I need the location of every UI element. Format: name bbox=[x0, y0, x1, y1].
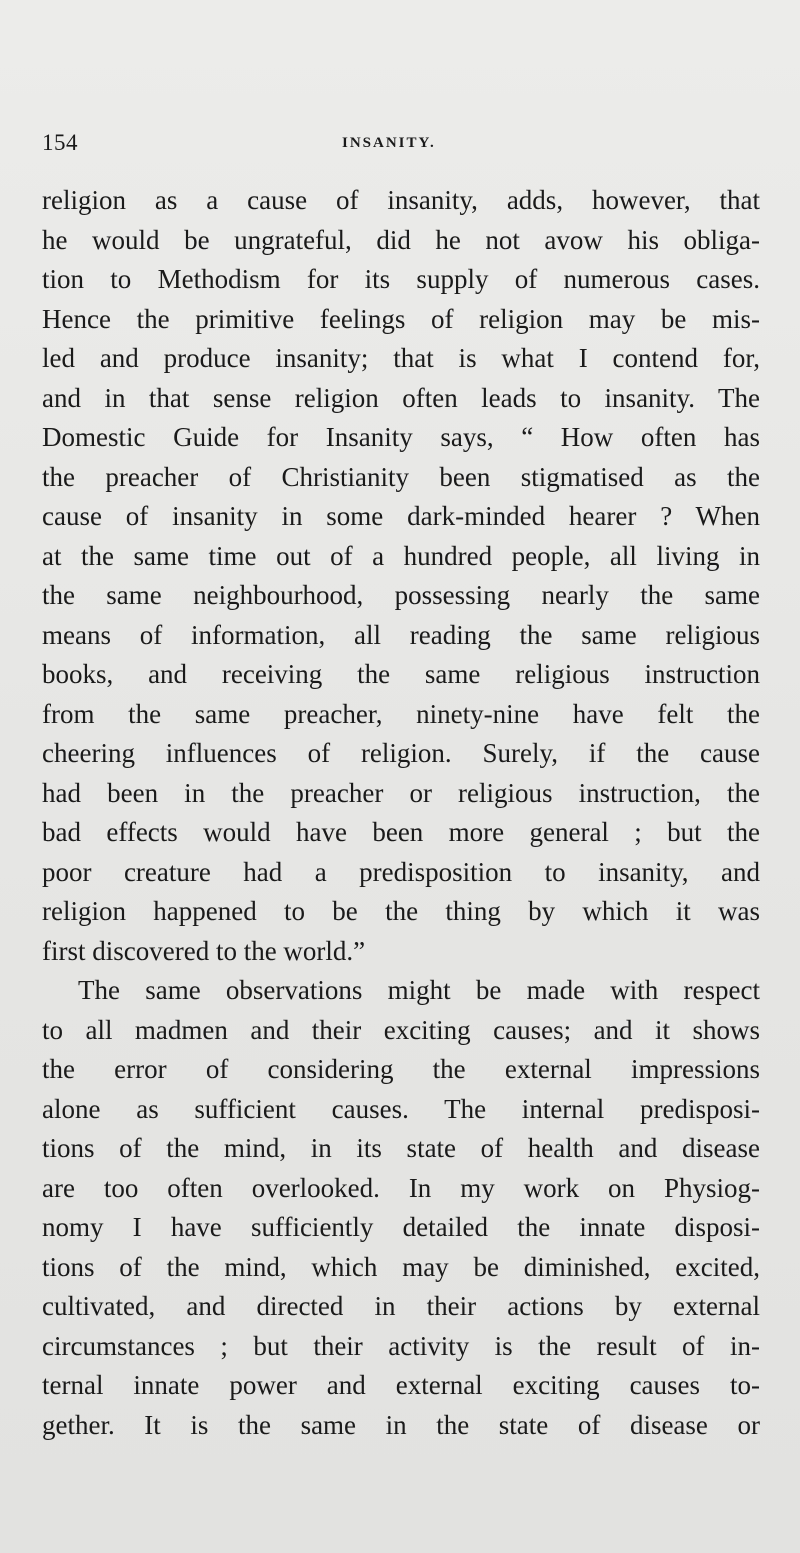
text-line: cultivated, and directed in their actions by external bbox=[42, 1291, 760, 1321]
text-line: he would be ungrateful, did he not avow his obliga- bbox=[42, 224, 760, 255]
page-header bbox=[42, 125, 760, 161]
text-line: are too often overlooked. In my work on Physiog- bbox=[42, 1172, 760, 1203]
text-line: ternal innate power and external exciting causes to- bbox=[42, 1370, 760, 1400]
text-line: led and produce insanity; that is what I contend for, bbox=[42, 343, 760, 373]
text-line: had been in the preacher or religious instruction, the bbox=[42, 777, 760, 808]
text-line: tions of the mind, which may be diminished, excited, bbox=[42, 1251, 760, 1282]
text-line: the error of considering the external impressions bbox=[42, 1054, 760, 1084]
text-line: Domestic Guide for Insanity says, “ How often has bbox=[42, 422, 760, 452]
body-text bbox=[42, 181, 760, 1445]
text-line: alone as sufficient causes. The internal predisposi- bbox=[42, 1093, 760, 1124]
text-line: the same neighbourhood, possessing nearly the same bbox=[42, 580, 760, 610]
text-line: poor creature had a predisposition to insanity, and bbox=[42, 856, 760, 887]
text-line: tions of the mind, in its state of health and disease bbox=[42, 1133, 760, 1163]
text-line: bad effects would have been more general ; but the bbox=[42, 817, 760, 847]
text-line: first discovered to the world.” bbox=[42, 935, 366, 966]
text-line: from the same preacher, ninety-nine have felt the bbox=[42, 698, 760, 729]
text-line: religion happened to be the thing by which it was bbox=[42, 896, 760, 926]
text-line: tion to Methodism for its supply of numerous cases. bbox=[42, 264, 760, 294]
text-line: nomy I have sufficiently detailed the innate disposi- bbox=[42, 1212, 760, 1242]
text-line: the preacher of Christianity been stigmatised as the bbox=[42, 461, 760, 492]
running-head: INSANITY. bbox=[342, 135, 436, 151]
text-line: books, and receiving the same religious instruction bbox=[42, 659, 760, 689]
text-line: Hence the primitive feelings of religion may be mis- bbox=[42, 303, 760, 334]
text-line: cause of insanity in some dark-minded hearer ? When bbox=[42, 501, 760, 531]
text-line: cheering influences of religion. Surely, if the cause bbox=[42, 738, 760, 768]
text-line: means of information, all reading the same religious bbox=[42, 619, 760, 650]
text-line: to all madmen and their exciting causes; and it shows bbox=[42, 1014, 760, 1045]
text-line: at the same time out of a hundred people, all living in bbox=[42, 540, 760, 571]
text-line: gether. It is the same in the state of disease or bbox=[42, 1409, 760, 1440]
text-line: and in that sense religion often leads to insanity. The bbox=[42, 382, 760, 413]
text-line: circumstances ; but their activity is the result of in- bbox=[42, 1330, 760, 1361]
page-number: 154 bbox=[42, 130, 78, 155]
text-line: The same observations might be made with respect bbox=[78, 975, 760, 1005]
text-line: religion as a cause of insanity, adds, however, that bbox=[42, 185, 760, 215]
